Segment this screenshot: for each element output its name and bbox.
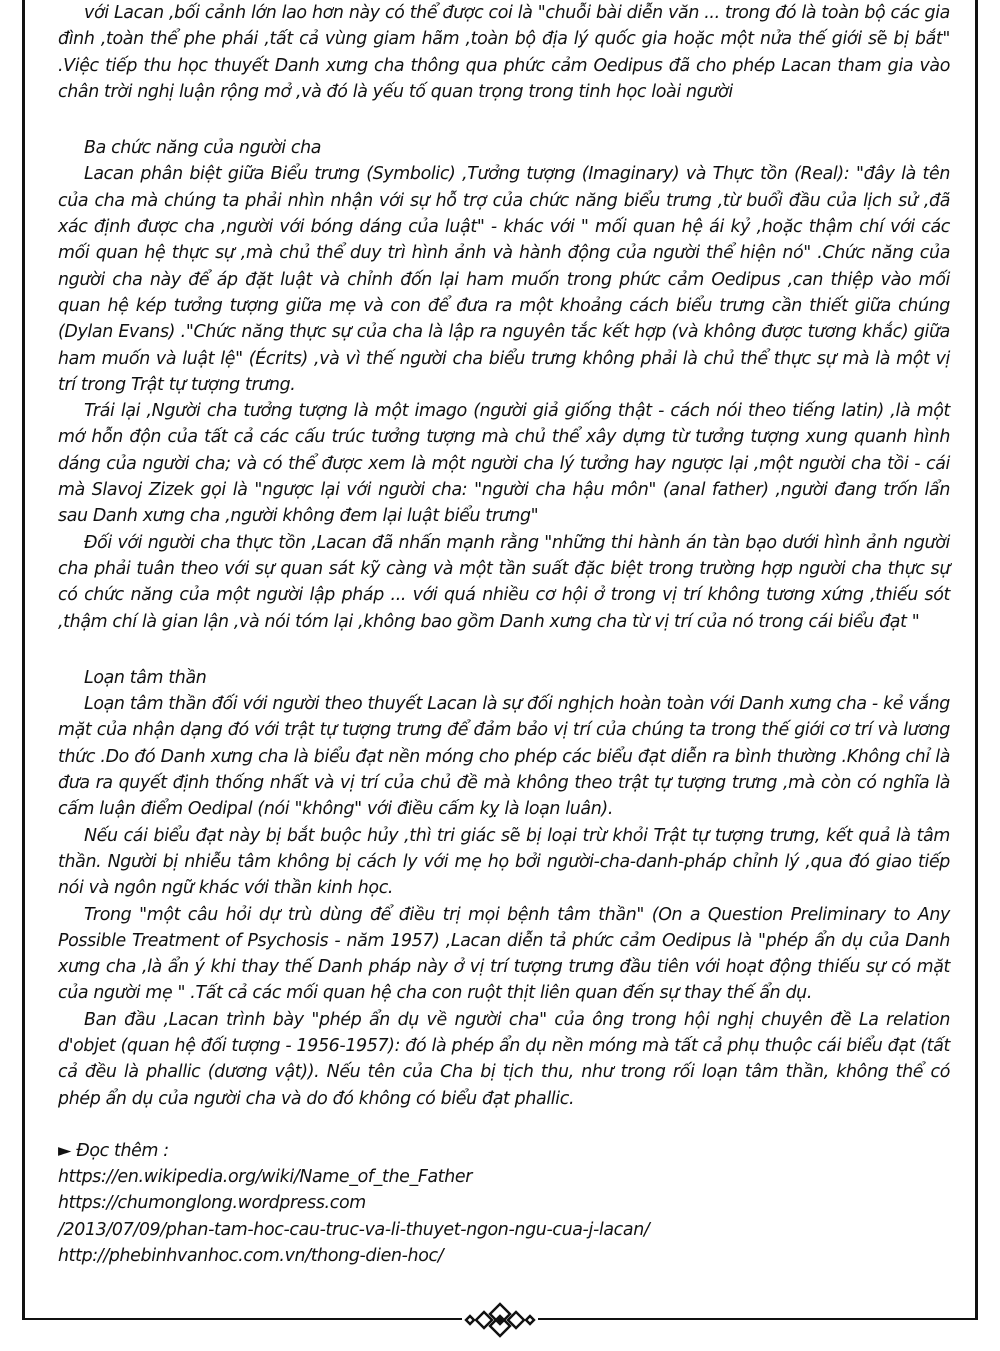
paragraph: Nếu cái biểu đạt này bị bắt buộc hủy ,thì tri giác sẽ bị loại trừ khỏi Trật tự tượng trưng, kết quả là tâm thần. Người bị nhiễu tâm không bị cách ly với mẹ họ bởi người-cha-danh-pháp chỉnh lý ,qua đó giao tiếp nói và ngôn ngữ khác với thần kinh học. bbox=[58, 825, 950, 899]
section-heading-psychosis: Loạn tâm thần bbox=[84, 667, 207, 688]
article-body bbox=[58, 0, 950, 1269]
paragraph: Trong "một câu hỏi dự trù dùng để điều trị mọi bệnh tâm thần" (On a Question Preliminary to Any Possible Treatment of Psychosis - năm 1957) ,Lacan diễn tả phức cảm Oedipus là "phép ẩn dụ của Danh xưng cha ,là ẩn ý khi thay thế Danh pháp này ở vị trí tượng trưng đầu tiên với hoạt động thiếu sự có mặt của người mẹ " .Tất cả các mối quan hệ cha con ruột thịt liên quan đến sự thay thế ẩn dụ. bbox=[58, 904, 950, 1004]
bottom-rule-right bbox=[538, 1318, 978, 1320]
paragraph: Loạn tâm thần đối với người theo thuyết Lacan là sự đối nghịch hoàn toàn với Danh xưng cha - kẻ vắng mặt của nhận dạng đó với trật tự tượng trưng để đảm bảo vị trí của chúng ta trong thế giới cơ trí và lương thức .Do đó Danh xưng cha là biểu đạt nền móng cho phép các biểu đạt diễn ra bình thường .Không chỉ là đưa ra quyết định thống nhất và vị trí của chủ đề mà không theo trật tự tượng trưng ,mà còn có nghĩa là cấm luận điểm Oedipal (nói "không" với điều cấm kỵ là loạn luân). bbox=[58, 694, 950, 820]
reference-link[interactable]: https://en.wikipedia.org/wiki/Name_of_the_Father bbox=[58, 1167, 473, 1188]
paragraph: Đối với người cha thực tồn ,Lacan đã nhấn mạnh rằng "những thi hành án tàn bạo dưới hình ảnh người cha phải tuân theo với sự quan sát kỹ càng và một tần suất đặc biệt trong trường hợp người cha thực sự có chức năng của một người lập pháp ... với quá nhiều cơ hội ở trong vị trí không tương xứng ,thiếu sót ,thậm chí là gian lận ,và nói tóm lại ,không bao gồm Danh xưng cha từ vị trí của nó trong cái biểu đạt " bbox=[58, 532, 950, 632]
page-border-left bbox=[22, 0, 25, 1318]
further-reading-label: ► Đọc thêm : bbox=[58, 1140, 169, 1161]
decorative-ornament-icon bbox=[462, 1300, 538, 1340]
reference-link[interactable]: https://chumonglong.wordpress.com bbox=[58, 1193, 366, 1214]
page-border-right bbox=[975, 0, 978, 1318]
further-reading bbox=[58, 1138, 950, 1269]
paragraph-intro: với Lacan ,bối cảnh lớn lao hơn này có thể được coi là "chuỗi bài diễn văn ... trong đó là toàn bộ các gia đình ,toàn thể phe phái ,tất cả vùng giam hãm ,toàn bộ địa lý quốc gia hoặc một nửa thế giới sẽ bị bắt" .Việc tiếp thu học thuyết Danh xưng cha thông qua phức cảm Oedipus đã cho phép Lacan tham gia vào chân trời nghị luận rộng mở ,và đó là yếu tố quan trọng trong tinh học loài người bbox=[58, 3, 950, 102]
paragraph: Lacan phân biệt giữa Biểu trưng (Symbolic) ,Tưởng tượng (Imaginary) và Thực tồn (Real): "đây là tên của cha mà chúng ta phải nhìn nhận với sự hỗ trợ của chức năng biểu trưng ,từ buổi đầu của lịch sử ,đã xác định được cha ,người với bóng dáng của luật" - khác với " mối quan hệ ái kỷ ,hoặc thậm chí với các mối quan hệ thực sự ,mà chủ thể duy trì hình ảnh và hành động của người thể hiện nó" .Chức năng của người cha này để áp đặt luật và chỉnh đốn lại ham muốn trong phức cảm Oedipus ,can thiệp vào mối quan hệ kép tưởng tượng giữa mẹ và con để đưa ra một khoảng cách biểu trưng cần thiết giữa chúng (Dylan Evans) ."Chức năng thực sự của cha là lập ra nguyên tắc kết hợp (và không được tương khắc) giữa ham muốn và luật lệ" (Écrits) ,và vì thế người cha biểu trưng không phải là chủ thể thực sự mà là một vị trí trong Trật tự tượng trưng. bbox=[58, 164, 950, 395]
spacer bbox=[58, 635, 950, 665]
section-heading-father-functions: Ba chức năng của người cha bbox=[84, 138, 322, 159]
paragraph: Ban đầu ,Lacan trình bày "phép ẩn dụ về người cha" của ông trong hội nghị chuyên đề La relation d'objet (quan hệ đối tượng - 1956-1957): đó là phép ẩn dụ nền móng mà tất cả phụ thuộc cái biểu đạt (tất cả đều là phallic (dương vật)). Nếu tên của Cha bị tịch thu, như trong rối loạn tâm thần, không thể có phép ẩn dụ của người cha và do đó không có biểu đạt phallic. bbox=[58, 1009, 950, 1109]
spacer bbox=[58, 105, 950, 135]
reference-link[interactable]: /2013/07/09/phan-tam-hoc-cau-truc-va-li-thuyet-ngon-ngu-cua-j-lacan/ bbox=[58, 1219, 650, 1240]
reference-link[interactable]: http://phebinhvanhoc.com.vn/thong-dien-hoc/ bbox=[58, 1246, 444, 1267]
paragraph: Trái lại ,Người cha tưởng tượng là một imago (người giả giống thật - cách nói theo tiếng latin) ,là một mớ hỗn độn của tất cả các cấu trúc tưởng tượng mà chủ thể xây dựng từ tưởng tượng xung quanh hình dáng của người cha; và có thể được xem là một người cha lý tưởng hay ngược lại ,một người cha tồi - cái mà Slavoj Zizek gọi là "ngược lại với người cha: "người cha hậu môn" (anal father) ,người đang trốn lẩn sau Danh xưng cha ,người không đem lại luật biểu trưng" bbox=[58, 401, 950, 527]
bottom-rule-left bbox=[22, 1318, 462, 1320]
spacer bbox=[58, 1112, 950, 1138]
